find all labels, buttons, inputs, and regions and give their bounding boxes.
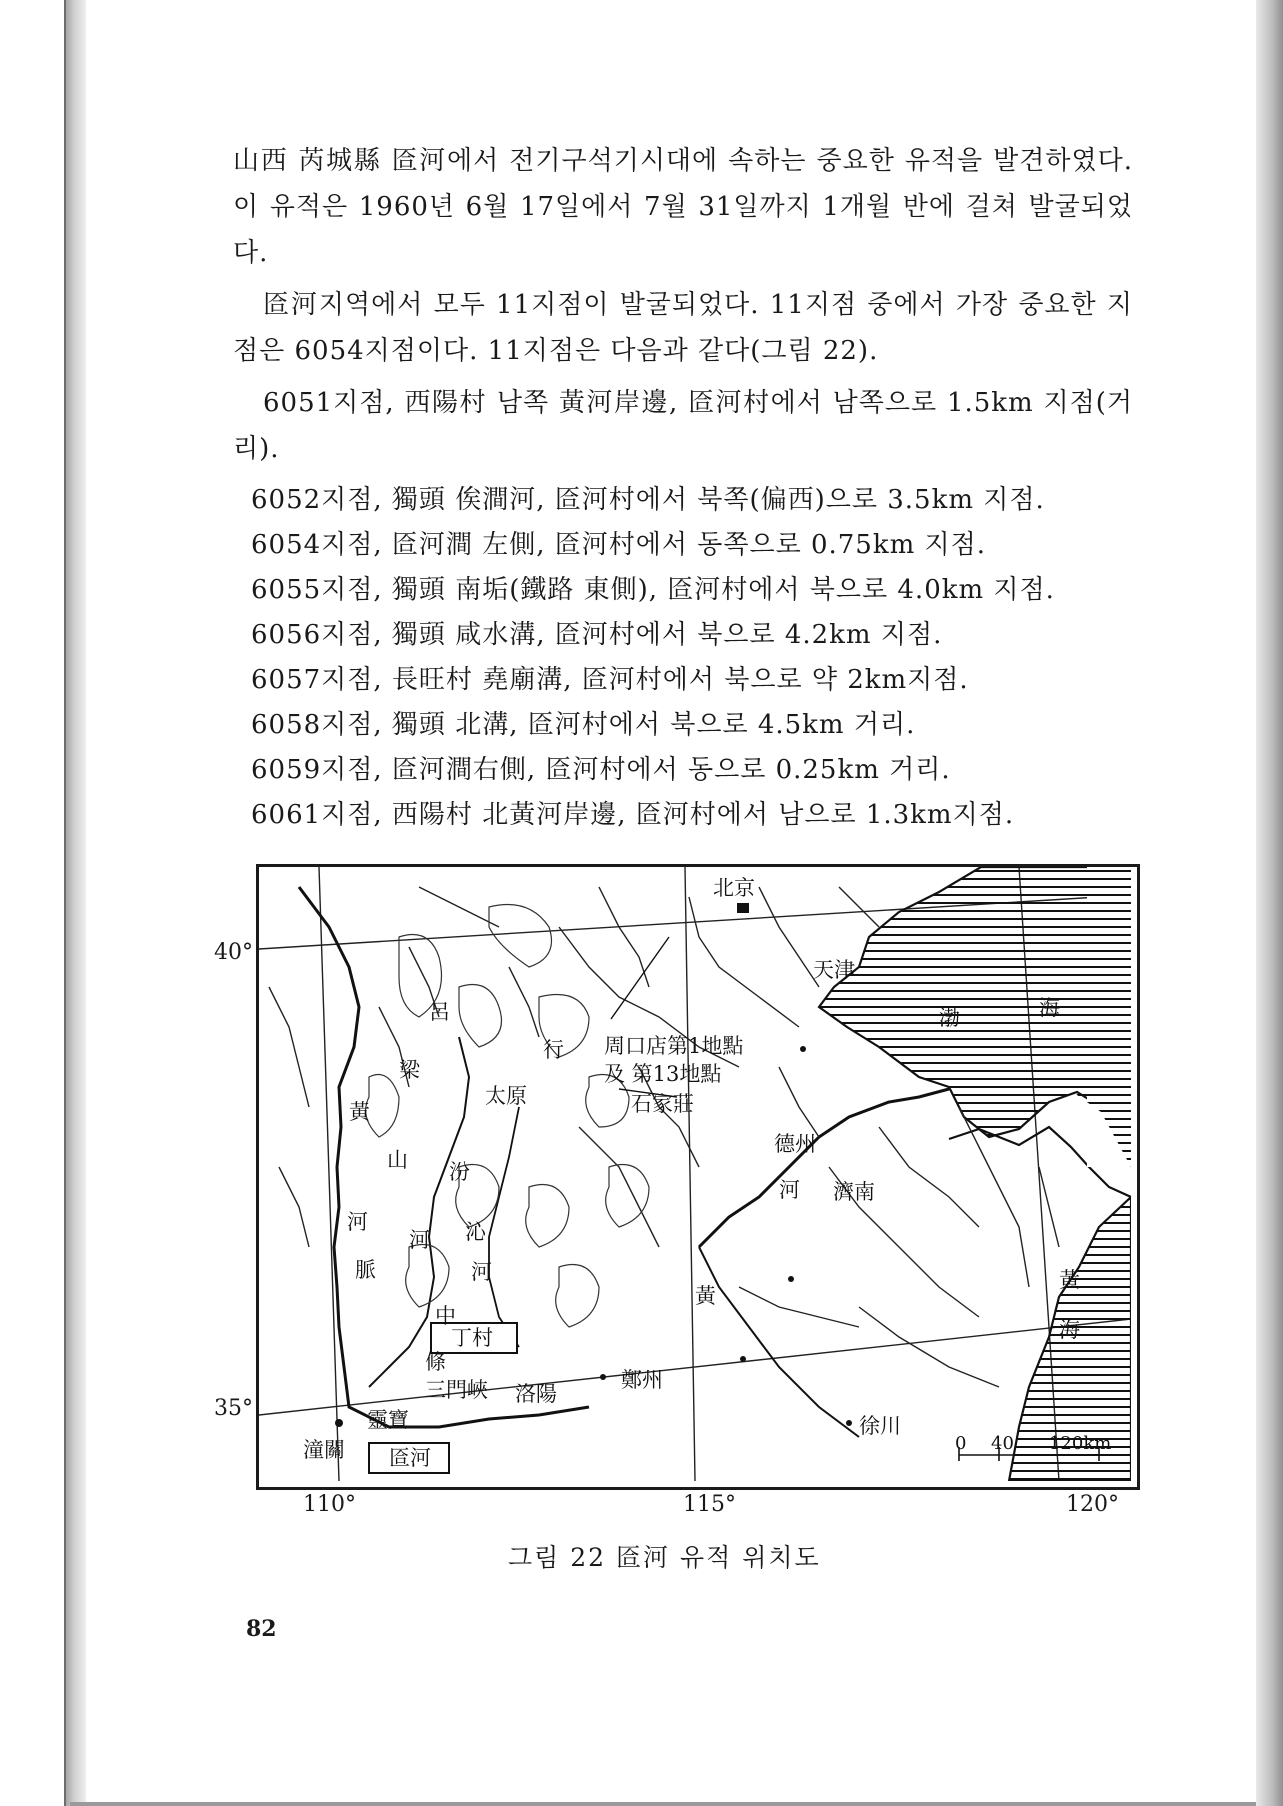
label-bohai-1: 渤: [939, 1006, 960, 1030]
label-huanghai-2: 海: [1059, 1318, 1080, 1342]
label-kehe: 匼河: [389, 1446, 431, 1470]
label-range-shan: 山: [387, 1148, 408, 1172]
latitude-label-40: 40°: [214, 940, 253, 965]
site-item: 6058지점, 獨頭 北溝, 匼河村에서 북으로 4.5km 거리.: [251, 710, 916, 740]
scale-mid: 40: [991, 1433, 1014, 1454]
site-list: [233, 478, 1133, 838]
label-river-huang-1: 黃: [349, 1100, 370, 1124]
book-spine: [64, 0, 86, 1806]
site-item: 6054지점, 匼河澗 左側, 匼河村에서 동쪽으로 0.75km 지점.: [251, 530, 987, 560]
longitude-label-120: 120°: [1066, 1492, 1119, 1517]
label-sanmenxia: 三門峽: [425, 1378, 488, 1402]
label-shijiazhuang: 石家莊: [631, 1092, 694, 1116]
city-markers: [335, 903, 852, 1427]
figure-caption: 그림 22 匼河 유적 위치도: [508, 1543, 821, 1572]
page-bottom-edge: [70, 1802, 1256, 1806]
longitude-label-110: 110°: [303, 1492, 356, 1517]
book-spine-edge: [64, 0, 66, 1806]
label-xuzhou: 徐川: [859, 1414, 901, 1438]
label-jinan: 濟南: [833, 1180, 875, 1204]
label-taiyuan: 太原: [485, 1084, 527, 1108]
paragraph-2: 匼河지역에서 모두 11지점이 발굴되었다. 11지점 중에서 가장 중요한 지점은 6054지점이다. 11지점은 다음과 같다(그림 22).: [233, 290, 1133, 366]
page-right-edge: [1256, 0, 1283, 1806]
label-zhoukoudian-2: 及 第13地點: [604, 1062, 722, 1086]
label-river-qin-2: 河: [471, 1260, 492, 1284]
label-river-fen-2: 河: [409, 1228, 430, 1252]
label-river-mai: 脈: [355, 1258, 376, 1282]
paragraph-1: 山西 芮城縣 匼河에서 전기구석기시대에 속하는 중요한 유적을 발견하였다. 이 유적은 1960년 6월 17일에서 7월 31일까지 1개월 반에 걸쳐 발굴되었다.: [233, 146, 1133, 268]
longitude-label-115: 115°: [683, 1492, 736, 1517]
label-river-huang-2: 河: [347, 1210, 368, 1234]
latitude-label-35: 35°: [214, 1396, 253, 1421]
label-beijing: 北京: [713, 876, 755, 900]
label-dingcun: 丁村: [451, 1326, 493, 1350]
label-tianjin: 天津: [813, 958, 855, 982]
lower-yellow-river: [699, 1089, 949, 1247]
scale-zero: 0: [955, 1433, 967, 1454]
label-huanghai-1: 黃: [1059, 1268, 1080, 1292]
site-item: 6056지점, 獨頭 咸水溝, 匼河村에서 북으로 4.2km 지점.: [251, 620, 943, 650]
site-item: 6057지점, 長旺村 堯廟溝, 匼河村에서 북으로 약 2km지점.: [251, 665, 969, 695]
label-range-lu: 呂: [429, 1000, 450, 1024]
body-text: [233, 138, 1133, 838]
paragraph-3: 6051지점, 西陽村 남쪽 黃河岸邊, 匼河村에서 남쪽으로 1.5km 지점(거리).: [233, 388, 1133, 464]
label-bohai-2: 海: [1039, 996, 1060, 1020]
label-tongguan: 潼關: [303, 1438, 345, 1462]
label-zhong: 中: [435, 1304, 456, 1328]
label-river-dong-huang-2: 河: [779, 1178, 800, 1202]
site-item: 6052지점, 獨頭 俟澗河, 匼河村에서 북쪽(偏西)으로 3.5km 지점.: [251, 485, 1045, 515]
map-drawing: [259, 867, 1131, 1481]
scale-end: 120km: [1049, 1433, 1112, 1454]
label-range-liang: 梁: [399, 1058, 420, 1082]
label-tiao: 條: [425, 1350, 446, 1374]
label-lingbao: 靈寶: [367, 1408, 409, 1432]
label-river-fen-1: 汾: [449, 1160, 470, 1184]
label-river-qin-1: 沁: [465, 1220, 486, 1244]
label-river-dong-huang-1: 黃: [695, 1284, 716, 1308]
label-dezhou: 德州: [774, 1132, 816, 1156]
site-item: 6061지점, 西陽村 北黃河岸邊, 匼河村에서 남으로 1.3km지점.: [251, 800, 1015, 830]
site-item: 6059지점, 匼河澗右側, 匼河村에서 동으로 0.25km 거리.: [251, 755, 951, 785]
label-zhoukoudian-1: 周口店第1地點: [604, 1034, 744, 1058]
label-luoyang: 洛陽: [515, 1382, 557, 1406]
label-range-xing: 行: [543, 1038, 564, 1062]
location-map: [256, 864, 1140, 1490]
site-item: 6055지점, 獨頭 南垢(鐵路 東側), 匼河村에서 북으로 4.0km 지점.: [251, 575, 1055, 605]
label-zhengzhou: 鄭州: [621, 1368, 663, 1392]
page-number: 82: [246, 1616, 277, 1642]
